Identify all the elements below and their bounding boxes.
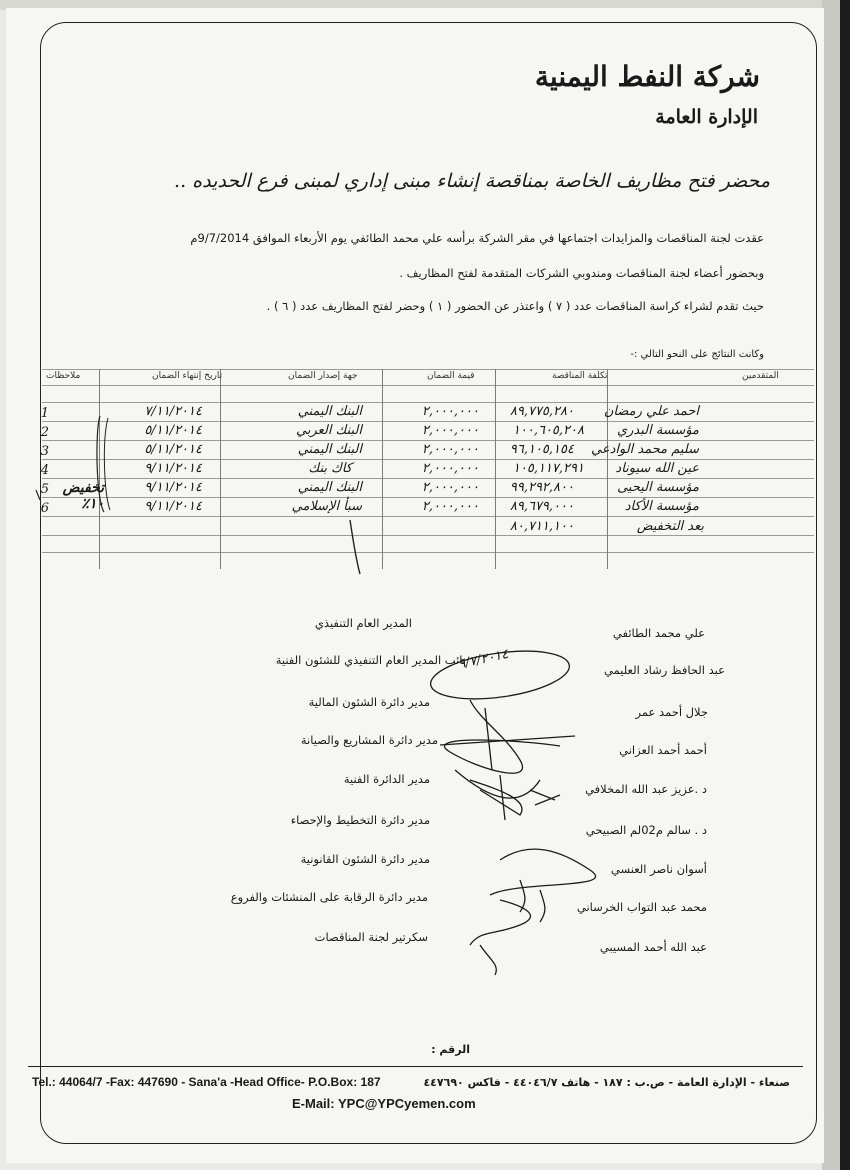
row-3-guarantee: ٢,٠٠٠,٠٠٠ [421,442,479,457]
row-1-expiry: ٧/١١/٢٠١٤ [144,404,202,419]
row-6-expiry: ٩/١١/٢٠١٤ [144,499,202,514]
row-5-cost: ٩٩,٢٩٢,٨٠٠ [509,480,574,495]
sig-title-5: مدير الدائرة الفنية [343,772,430,786]
sig-title-9: سكرتير لجنة المناقصات [314,930,428,944]
row-4-bidder: عين الله سيوناد [615,461,699,476]
sig-name-7: أسوان ناصر العنسي [610,862,707,876]
col-cost-header: تكلفة المناقصة [552,371,608,381]
row-4-bank: كاك بنك [308,461,352,476]
sig-title-8: مدير دائرة الرقابة على المنشئات والفروع [230,890,428,904]
row-6-bank: سبأ الإسلامي [291,499,362,514]
row-3-number: 3 [40,444,49,459]
row-4-cost: ١٠٥,١١٧,٢٩١ [512,461,584,476]
handwritten-date: ٩/٧/٢٠١٤ [456,646,510,673]
row-2-guarantee: ٢,٠٠٠,٠٠٠ [421,423,479,438]
sig-name-9: عبد الله أحمد المسيبي [599,940,707,954]
sig-name-3: جلال أحمد عمر [635,705,708,719]
row-5-expiry: ٩/١١/٢٠١٤ [144,480,202,495]
row-1-guarantee: ٢,٠٠٠,٠٠٠ [421,404,479,419]
row-6-cost: ٨٩,٦٧٩,٠٠٠ [509,499,574,514]
row-4-expiry: ٩/١١/٢٠١٤ [144,461,202,476]
row-2-cost: ١٠٠,٦٠٥,٢٠٨ [512,423,584,438]
sig-title-7: مدير دائرة الشئون القانونية [300,852,430,866]
row-5-number: 5 [40,482,49,497]
footer-email: E-Mail: YPC@YPCyemen.com [292,1096,476,1111]
row-2-expiry: ٥/١١/٢٠١٤ [144,423,202,438]
row-4-guarantee: ٢,٠٠٠,٠٠٠ [421,461,479,476]
col-expiry-header: تاريخ إنتهاء الضمان [152,371,223,381]
row-1-cost: ٨٩,٧٧٥,٢٨٠ [509,404,574,419]
department-name: الإدارة العامة [655,106,758,128]
row-5-bidder: مؤسسة اليحيى [617,480,699,495]
after-discount-label: بعد التخفيض [636,519,704,534]
reference-label: الرقم : [431,1043,470,1056]
sig-name-1: علي محمد الطائفي [612,626,705,640]
sig-title-6: مدير دائرة التخطيط والإحصاء [290,813,430,827]
row-6-number: 6 [40,501,49,516]
row-1-bidder: احمد علي رمضان [603,404,699,419]
company-name: شركة النفط اليمنية [534,60,760,93]
intro-paragraph-1: عقدت لجنة المناقصات والمزايدات اجتماعها في مقر الشركة برأسه علي محمد الطائفي يوم الأربعاء الموافق 9/7/2014م [190,231,764,245]
row-2-bidder: مؤسسة البدري [616,423,699,438]
sig-title-4: مدير دائرة المشاريع والصيانة [300,733,438,747]
row-6-bidder: مؤسسة الأكاد [624,499,699,514]
sig-name-8: محمد عبد التواب الخرساني [576,900,707,914]
row-3-bidder: سليم محمد الوادعي [590,442,699,457]
row-1-number: 1 [40,406,49,421]
footer-contact-ar: صنعاء - الإدارة العامة - ص.ب : ١٨٧ - هاتف ٤٤٠٤٦/٧ - فاكس ٤٤٧٦٩٠ [423,1076,790,1089]
intro-paragraph-2: وبحضور أعضاء لجنة المناقصات ومندوبي الشركات المتقدمة لفتح المظاريف . [399,266,764,280]
row-6-guarantee: ٢,٠٠٠,٠٠٠ [421,499,479,514]
sig-name-2: عبد الحافظ رشاد العليمي [604,663,725,677]
sig-title-1: المدير العام التنفيذي [314,616,412,630]
row-5-note: تخفيض ١٠٪ [62,480,104,512]
row-3-bank: البنك اليمني [297,442,362,457]
document-title: محضر فتح مظاريف الخاصة بمناقصة إنشاء مبنى إداري لمبنى فرع الحديده .. [174,170,770,192]
row-5-bank: البنك اليمني [297,480,362,495]
col-guarantee-header: قيمة الضمان [427,371,475,381]
footer-divider [28,1066,803,1067]
results-intro: وكانت النتائج على النحو التالي :- [630,349,764,360]
sig-name-5: د .عزيز عبد الله المخلافي [585,782,707,796]
footer-contact-en: Tel.: 44064/7 -Fax: 447690 - Sana'a -Head Office- P.O.Box: 187 [32,1075,381,1089]
row-2-bank: البنك العربي [296,423,362,438]
row-2-number: 2 [40,425,49,440]
row-4-number: 4 [40,463,49,478]
row-3-expiry: ٥/١١/٢٠١٤ [144,442,202,457]
sig-title-3: مدير دائرة الشئون المالية [308,695,430,709]
after-discount-value: ٨٠,٧١١,١٠٠ [509,519,574,534]
col-bidder-header: المتقدمين [742,371,779,381]
sig-name-6: د . سالم م02لم الصبيحي [585,823,707,837]
sig-name-4: أحمد أحمد العزاني [619,743,707,757]
intro-paragraph-3: حيث تقدم لشراء كراسة المناقصات عدد ( ٧ ) واعتذر عن الحضور ( ١ ) وحضر لفتح المظاريف عدد ( ٦ ) . [266,299,764,313]
row-3-cost: ٩٦,١٠٥,١٥٤ [509,442,574,457]
col-issuer-header: جهة إصدار الضمان [288,371,358,381]
col-notes-header: ملاحظات [46,371,81,381]
row-1-bank: البنك اليمني [297,404,362,419]
row-5-guarantee: ٢,٠٠٠,٠٠٠ [421,480,479,495]
sig-title-2: نائب المدير العام التنفيذي للشئون الفنية [275,653,466,667]
